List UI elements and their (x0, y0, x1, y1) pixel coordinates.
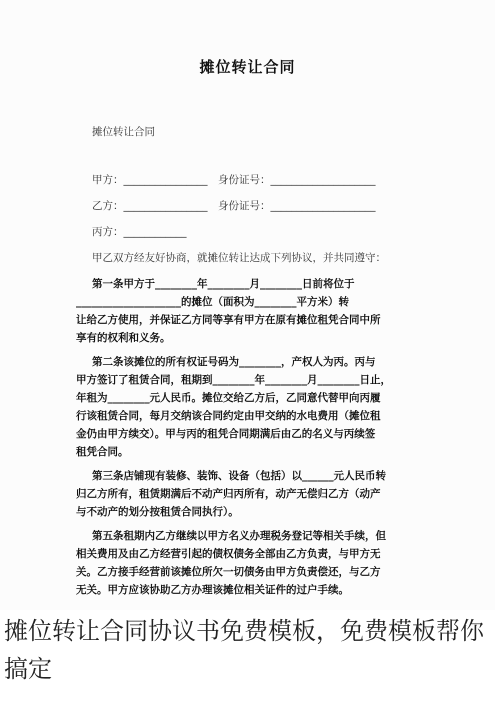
article3-line: 归乙方所有，租赁期满后不动产归丙所有，动产无偿归乙方（动产 (76, 488, 381, 500)
article5-line: 相关费用及由乙方经营引起的债权债务全部由乙方负责，与甲方无 (76, 548, 381, 560)
article2-line: 甲方签订了租赁合同，租期到________年________月________日止， (76, 374, 391, 386)
document-subtitle: 摊位转让合同 (92, 126, 155, 138)
party-b-line: 乙方：________________ 身份证号：____________________ (92, 200, 376, 212)
article1-line: 享有的权利和义务。 (76, 332, 171, 344)
article3-line: 第三条店铺现有装修、装饰、设备（包括）以______元人民币转 (92, 470, 386, 482)
article1-line: ____________________的摊位（面积为________平方米）转 (76, 296, 349, 308)
party-a-line: 甲方：________________ 身份证号：____________________ (92, 174, 376, 186)
page-caption: 摊位转让合同协议书免费模板，免费模板帮你搞定 (4, 617, 484, 683)
article2-line: 第二条该摊位的所有权证号码为________，产权人为丙。丙与 (92, 356, 376, 368)
article3-line: 与不动产的划分按租赁合同执行）。 (76, 506, 239, 518)
article5-line: 无关。甲方应该协助乙方办理该摊位相关证件的过户手续。 (76, 584, 349, 596)
article2-line: 租凭合同。 (76, 446, 129, 458)
article5-line: 关。乙方接手经营前该摊位所欠一切债务由甲方负责偿还，与乙方 (76, 566, 381, 578)
party-c-line: 丙方：____________ (92, 226, 187, 238)
article5-line: 第五条租期内乙方继续以甲方名义办理税务登记等相关手续，但 (92, 530, 386, 542)
article2-line: 年租为________元人民币。摊位交给乙方后，乙同意代替甲向丙履 (76, 392, 381, 404)
document-title: 摊位转让合同 (199, 58, 296, 76)
article2-line: 行该租赁合同，每月交纳该合同约定由甲交纳的水电费用（摊位租 (76, 410, 381, 422)
article1-line: 第一条甲方于________年________月________日前将位于 (92, 278, 355, 290)
article2-line: 金仍由甲方续交）。甲与丙的租凭合同期满后由乙的名义与丙续签 (76, 428, 376, 440)
article1-line: 让给乙方使用，并保证乙方同等享有甲方在原有摊位租凭合同中所 (76, 314, 381, 326)
intro-text: 甲乙双方经友好协商，就摊位转让达成下列协议，并共同遵守： (92, 252, 386, 264)
